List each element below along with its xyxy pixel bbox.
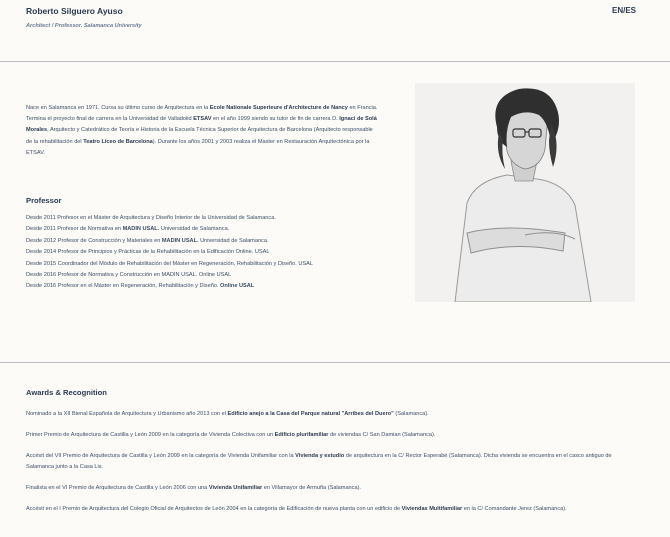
bio-paragraph-highlight: Teatro Liceo de Barcelona [83,138,153,145]
bio-paragraph-text: en el año 1999 siendo su tutor de fin de carrera D. [211,116,340,122]
professor-item [26,224,313,235]
award-item-highlight: Vivienda y estudio [295,453,345,459]
professor-item [26,213,313,224]
award-item [26,451,640,472]
section-divider [0,362,670,363]
professor-item [26,281,313,292]
bio-paragraph-text: ). Durante los años 2001 y 2003 realiza el Master en Restauración Arquitectónica por la ETSAV. [26,138,370,157]
bio-paragraph-highlight: ETSAV [193,116,212,122]
bio-paragraph-text: en Francia. Termina el proyecto final de carrera en la Universidad de Valladolid [26,104,378,122]
professor-item-text: Desde 2012 Profesor de Construcción y Materiales en [26,237,162,244]
professor-item-text: Desde 2016 Profesor de Normativa y Construcción en MADIN USAL. Online USAL [26,271,232,278]
professor-item-text: Desde 2016 Profesor en el Máster en Regeneración, Rehabilitación y Diseño. [26,283,221,290]
professor-item-highlight: MADIN USAL. [122,226,160,233]
professor-item-text: Universidad de Salamanca. [159,226,230,233]
professor-item-text: Desde 2011 Profesor en el Máster de Arquitectura y Diseño Interior de la Universidad de Salamanca. [26,215,276,221]
professor-item-text: Universidad de Salamanca. [198,237,269,244]
site-owner-role: Architect / Professor. Salamanca University [26,23,142,29]
language-switch[interactable]: EN/ES [611,6,636,15]
professor-list [26,213,313,293]
award-item-text: (Salamanca). [393,411,429,417]
award-item-highlight: Edificio plurifamiliar [274,432,329,438]
bio-paragraph-highlight: Ignaci de Solá Morales [26,116,377,134]
professor-item [26,270,313,281]
award-item-highlight: Edificio anejo a la Casa del Parque natural "Arribes del Duero" [227,411,394,417]
award-item-highlight: Viviendas Multifamiliar [401,505,463,512]
bio-paragraph-highlight: Ecole Nationale Superieure d'Architecture de Nancy [209,104,348,111]
professor-item-highlight: Online USAL [220,283,255,290]
professor-item-text: Desde 2011 Profesor de Normativa en [26,226,123,233]
award-item-text: Nominado a la XII Bienal Española de Arquitectura y Urbanismo año 2013 con el [26,411,228,417]
bio-paragraph [26,103,378,160]
award-item [26,504,640,515]
site-owner-name[interactable]: Roberto Silguero Ayuso [26,6,123,16]
professor-item [26,247,313,258]
portrait-illustration [415,83,635,302]
award-item-text: en la C/ Comandante Jerez (Salamanca). [462,505,567,512]
header-divider [0,61,670,62]
professor-item-text: Desde 2015 Coordinador del Módulo de Rehabilitación del Máster en Regeneración, Rehabilitación y Diseño. USAL [26,260,314,267]
award-item [26,430,640,441]
professor-item-highlight: MADIN USAL. [161,237,199,244]
award-item-text: de arquitectura en la C/ Rector Esperabé (Salamanca). Dicha vivienda se encuentra en el casco antiguo de Salamanca junto a la Casa Lis. [26,453,612,470]
awards-list [26,409,640,525]
award-item-highlight: Vivienda Unifamiliar [208,484,263,491]
site-header [0,0,670,60]
bio-paragraph-text: , Arquitecto y Catedrático de Teoría e Historia de la Escuela Técnica Superior de Arquitectura de Barcelona (Arquitecto responsable de la rehabilitación del [26,127,373,145]
award-item-text: Finalista en el VI Premio de Arquitectura de Castilla y León 2006 con una [26,484,209,491]
award-item-text: Primer Premio de Arquitectura de Castilla y León 2009 en la categoría de Vivienda Colectiva con un [26,432,275,438]
award-item [26,409,640,420]
award-item-text: Accésit del VII Premio de Arquitectura de Castilla y León 2009 en la categoría de Vivienda Unifamiliar con la [26,453,296,459]
awards-heading: Awards & Recognition [26,388,107,397]
professor-item [26,236,313,247]
award-item-text: de viviendas C/ San Damian (Salamanca). [328,432,436,438]
professor-item [26,259,313,270]
award-item-text: en Villamayor de Armuña (Salamanca). [262,484,361,491]
award-item-text: Accésit en el I Premio de Arquitectura del Colegio Oficial de Arquitectos de León 2004 en la categoría de Edificación de nueva planta con un edificio de [26,505,402,512]
portrait-drawing [415,83,635,302]
award-item [26,483,640,494]
bio-paragraph-text: Nace en Salamanca en 1971. Cursa su último curso de Arquitectura en la [26,104,210,111]
professor-item-text: Desde 2014 Profesor de Principios y Prácticas de la Rehabilitación en la Edificación Online. USAL [26,249,270,256]
professor-heading: Professor [26,196,62,205]
